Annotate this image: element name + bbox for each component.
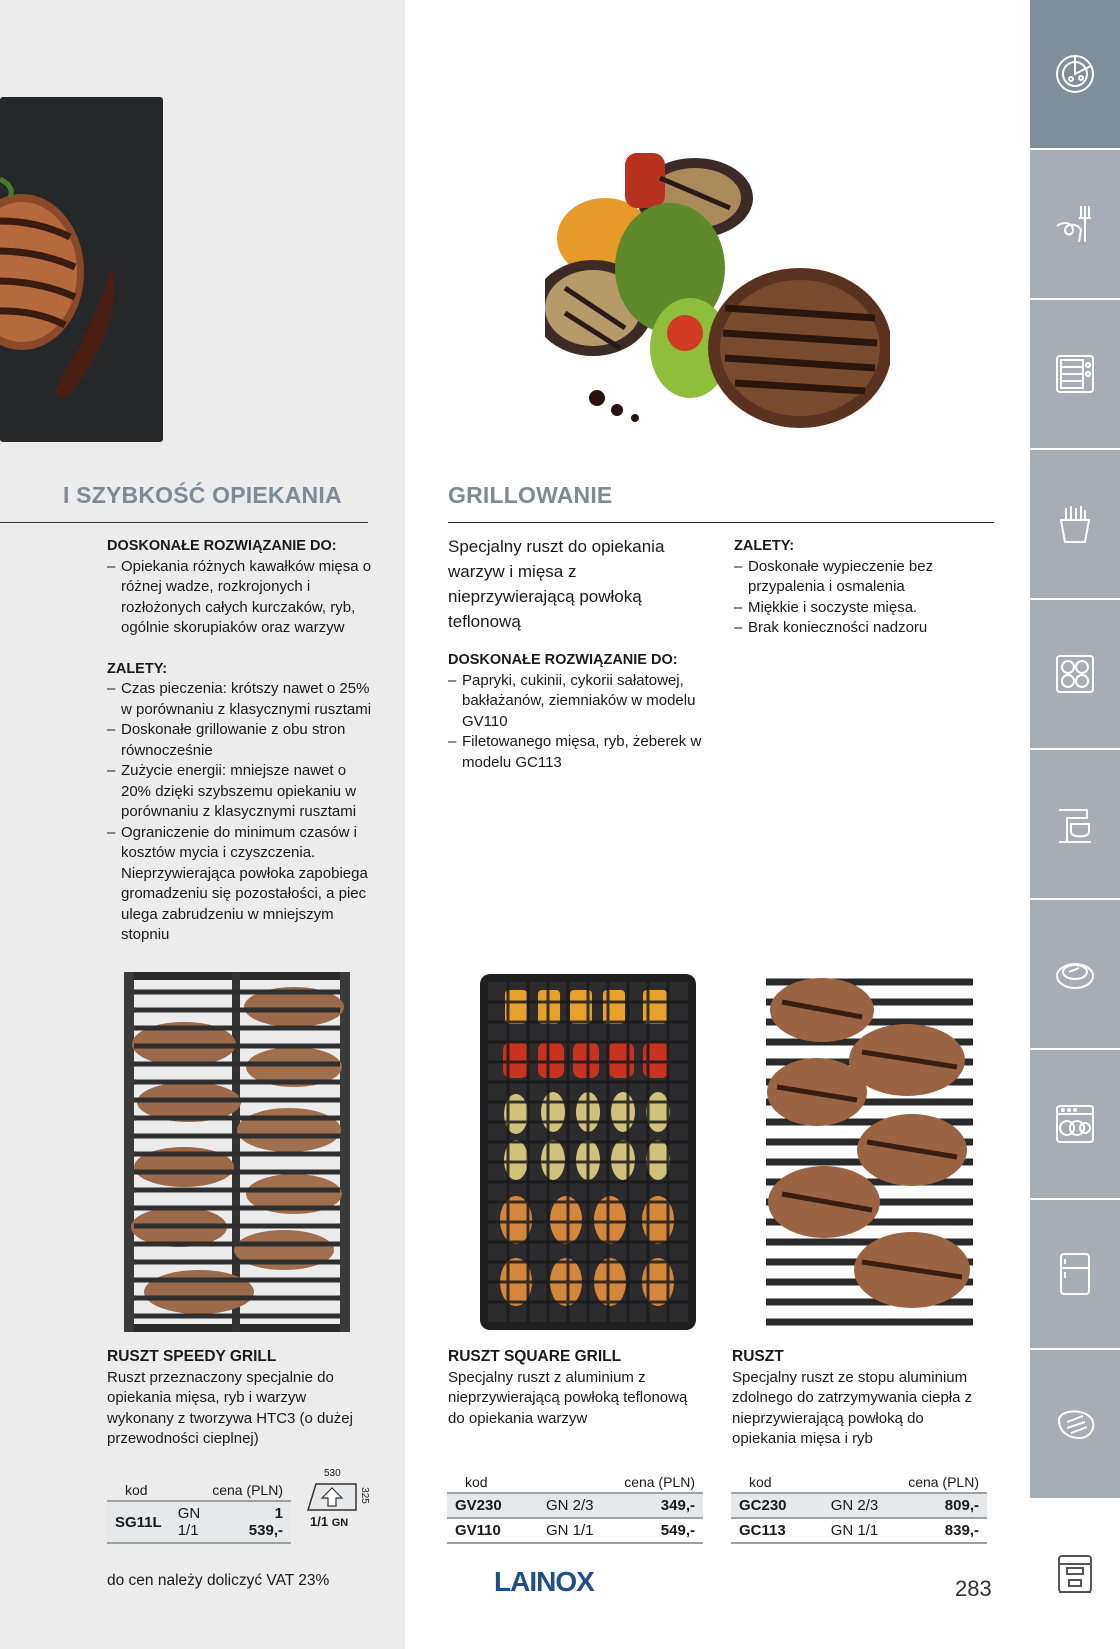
left-body-text — [107, 536, 377, 946]
grill-lead-text: Specjalny ruszt do opiekania warzyw i mięsa z nieprzywierającą powłoką teflonową — [448, 537, 665, 631]
ideal-for-list — [107, 557, 377, 639]
gn-width: 530 — [324, 1468, 341, 1479]
product-title: RUSZT SQUARE GRILL — [448, 1348, 622, 1365]
table-header — [107, 1480, 291, 1501]
tab-steak[interactable] — [1030, 1350, 1120, 1498]
table-row — [731, 1493, 987, 1518]
tab-mixer[interactable] — [1030, 750, 1120, 898]
product-description: Specjalny ruszt ze stopu aluminium zdolnego do zatrzymywania ciepła z nieprzywierającą powłoką do opiekania mięsa i ryb — [732, 1368, 973, 1447]
pasta-icon — [1053, 202, 1097, 246]
gn-depth: 325 — [358, 1487, 370, 1504]
product-title: RUSZT SPEEDY GRILL — [107, 1348, 277, 1365]
list-item: – Czas pieczenia: krótszy nawet o 25% w porównaniu z klasycznymi rusztami — [107, 679, 377, 720]
grilled-vegetables-steak-photo — [545, 128, 890, 448]
section-heading-grilling: GRILLOWANIE — [448, 482, 613, 508]
list-item: – Opiekania różnych kawałków mięsa o różnej wadze, rozkrojonych i rozłożonych całych kurczaków, ryb, ogólnie skorupiaków oraz warzyw — [107, 557, 377, 639]
list-item: – Papryki, cukinii, cykorii sałatowej, bakłażanów, ziemniaków w modelu GV110 — [448, 671, 703, 733]
product-square-grill — [448, 1347, 698, 1429]
product-description: Specjalny ruszt z aluminium z nieprzywierającą powłoką teflonową do opiekania warzyw — [448, 1368, 688, 1427]
price-value: 809,- — [914, 1493, 987, 1518]
product-code: GV110 — [447, 1518, 538, 1543]
grill-advantages-list — [734, 557, 994, 639]
ribbed-grill-photo — [762, 972, 977, 1332]
coffee-machine-icon — [1053, 1552, 1097, 1596]
col-cena: cena (PLN) — [908, 1474, 979, 1490]
product-ribbed-grill — [732, 1347, 982, 1450]
tab-oven[interactable] — [1030, 300, 1120, 448]
brand-text: LAINOX — [494, 1566, 594, 1596]
grill-advantages-title: ZALETY: — [734, 538, 795, 554]
lainox-logo — [494, 1566, 606, 1601]
gn-unit: GN — [331, 1517, 349, 1529]
table-header — [447, 1472, 703, 1493]
grill-ideal-for-list — [448, 671, 703, 774]
list-item: – Doskonałe wypieczenie bez przypalenia i osmalenia — [734, 557, 994, 598]
oven-tray-icon — [1053, 352, 1097, 396]
tab-pizza[interactable] — [1030, 0, 1120, 148]
gn-tray-icon — [306, 1482, 362, 1512]
price-table-square-grill — [447, 1472, 703, 1544]
tab-meat-dish[interactable] — [1030, 900, 1120, 1048]
tab-dishwasher[interactable] — [1030, 1050, 1120, 1198]
product-code: GV230 — [447, 1493, 538, 1518]
tab-fridge[interactable] — [1030, 1200, 1120, 1348]
product-speedy-grill — [107, 1347, 377, 1450]
price-table-ribbed-grill — [731, 1472, 987, 1544]
table-row — [447, 1493, 703, 1518]
tab-coffee-machine[interactable] — [1030, 1500, 1120, 1648]
steak-on-slate-photo — [0, 97, 165, 442]
col-cena: cena (PLN) — [624, 1474, 695, 1490]
price-value: 839,- — [914, 1518, 987, 1543]
list-item: – Miękkie i soczyste mięsa. — [734, 598, 994, 619]
table-row — [731, 1518, 987, 1543]
col-cena: cena (PLN) — [212, 1482, 283, 1498]
list-item: – Doskonałe grillowanie z obu stron równocześnie — [107, 720, 377, 761]
col-kod: kod — [465, 1474, 488, 1490]
list-item: – Ograniczenie do minimum czasów i kosztów mycia i czyszczenia. Nieprzywierająca powłoka zapobiega gromadzeniu się pozostałości, a piec ulega zabrudzeniu w mniejszym stopniu — [107, 823, 377, 946]
vat-note: do cen należy doliczyć VAT 23% — [107, 1572, 330, 1589]
grill-ideal-for-title: DOSKONAŁE ROZWIĄZANIE DO: — [448, 652, 678, 668]
price-value: 549,- — [630, 1518, 703, 1543]
section-divider-left — [0, 522, 368, 523]
meat-dish-icon — [1053, 952, 1097, 996]
tab-fries[interactable] — [1030, 450, 1120, 598]
gn-size-badge — [302, 1468, 372, 1528]
cooktop-icon — [1053, 652, 1097, 696]
dishwasher-icon — [1053, 1102, 1097, 1146]
steak-icon — [1053, 1402, 1097, 1446]
list-item: – Brak konieczności nadzoru — [734, 618, 994, 639]
product-code: GC230 — [731, 1493, 823, 1518]
tab-cooktop[interactable] — [1030, 600, 1120, 748]
gn-size: GN 2/3 — [538, 1493, 630, 1518]
gn-label: 1/1 — [310, 1514, 329, 1529]
product-code: SG11L — [107, 1501, 170, 1543]
advantages-title: ZALETY: — [107, 660, 168, 677]
grill-advantages-text — [734, 536, 994, 639]
gn-size: GN 1/1 — [538, 1518, 630, 1543]
pizza-icon — [1053, 52, 1097, 96]
square-grill-photo — [478, 972, 698, 1332]
category-sidebar — [1030, 0, 1120, 1649]
table-row — [107, 1501, 291, 1543]
tab-pasta[interactable] — [1030, 150, 1120, 298]
mixer-icon — [1053, 802, 1097, 846]
price-value: 349,- — [630, 1493, 703, 1518]
table-row — [447, 1518, 703, 1543]
speedy-grill-photo — [124, 972, 350, 1332]
product-title: RUSZT — [732, 1348, 784, 1365]
grill-body-text — [448, 534, 703, 773]
page-number: 283 — [955, 1576, 992, 1601]
gn-size: GN 1/1 — [823, 1518, 915, 1543]
table-header — [731, 1472, 987, 1493]
list-item: – Zużycie energii: mniejsze nawet o 20% dzięki szybszemu opiekaniu w porównaniu z klasycznymi rusztami — [107, 761, 377, 823]
product-description: Ruszt przeznaczony specjalnie do opiekania mięsa, ryb i warzyw wykonany z tworzywa HTC3 (o dużej przewodności cieplnej) — [107, 1368, 353, 1447]
advantages-list — [107, 679, 377, 946]
product-code: GC113 — [731, 1518, 823, 1543]
ideal-for-title: DOSKONAŁE ROZWIĄZANIE DO: — [107, 538, 337, 554]
gn-size: GN 1/1 — [170, 1501, 230, 1543]
section-heading-speed: I SZYBKOŚĆ OPIEKANIA — [63, 482, 342, 508]
section-divider-right — [448, 522, 994, 523]
price-table-speedy-grill — [107, 1480, 291, 1544]
gn-size: GN 2/3 — [823, 1493, 915, 1518]
col-kod: kod — [125, 1482, 148, 1498]
col-kod: kod — [749, 1474, 772, 1490]
price-value: 1 539,- — [230, 1501, 291, 1543]
fridge-icon — [1053, 1252, 1097, 1296]
fries-icon — [1053, 502, 1097, 546]
list-item: – Filetowanego mięsa, ryb, żeberek w modelu GC113 — [448, 732, 703, 773]
